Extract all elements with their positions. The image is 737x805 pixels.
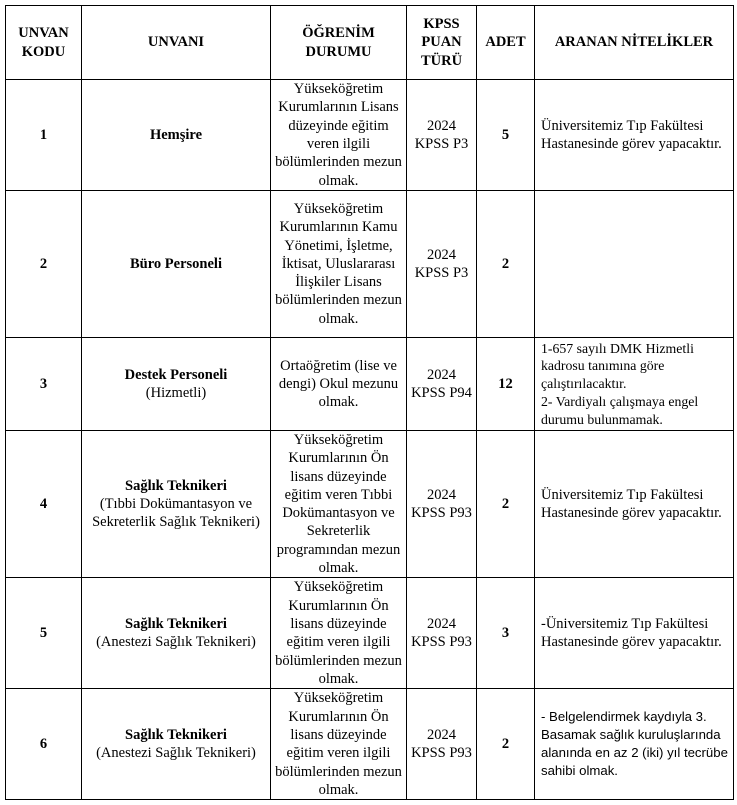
row-requirements: Üniversitemiz Tıp Fakültesi Hastanesinde görev yapacaktır. xyxy=(535,431,734,578)
title-main: Büro Personeli xyxy=(130,255,222,272)
row-count: 3 xyxy=(477,578,535,689)
row-requirements: - Belgelendirmek kaydıyla 3. Basamak sağlık kuruluşlarında alanında en az 2 (iki) yıl tecrübe sahibi olmak. xyxy=(535,689,734,800)
title-sub: (Anestezi Sağlık Teknikeri) xyxy=(96,745,256,762)
title-sub: (Anestezi Sağlık Teknikeri) xyxy=(96,634,256,651)
row-code: 6 xyxy=(6,689,82,800)
row-count: 2 xyxy=(477,191,535,338)
table-row xyxy=(6,689,734,800)
title-main: Sağlık Teknikeri xyxy=(125,616,227,633)
header-title: UNVANI xyxy=(82,6,271,80)
header-education: ÖĞRENİM DURUMU xyxy=(271,6,407,80)
requirement-item: 2- Vardiyalı çalışmaya engel durumu bulunmamak. xyxy=(541,393,699,427)
row-education: Yükseköğretim Kurumlarının Kamu Yönetimi, İşletme, İktisat, Uluslararası İlişkiler Lisans bölümlerinden mezun olmak. xyxy=(271,191,407,338)
row-code: 4 xyxy=(6,431,82,578)
row-score: 2024 KPSS P94 xyxy=(407,338,477,431)
row-title xyxy=(82,338,271,431)
row-code: 5 xyxy=(6,578,82,689)
row-count: 2 xyxy=(477,689,535,800)
row-requirements: -Üniversitemiz Tıp Fakültesi Hastanesinde görev yapacaktır. xyxy=(535,578,734,689)
row-title xyxy=(82,431,271,578)
title-main: Destek Personeli xyxy=(124,366,228,383)
table-row xyxy=(6,338,734,431)
row-education: Yükseköğretim Kurumlarının Ön lisans düzeyinde eğitim veren ilgili bölümlerinden mezun olmak. xyxy=(271,689,407,800)
row-title xyxy=(82,191,271,338)
row-score: 2024 KPSS P93 xyxy=(407,431,477,578)
header-code: UNVAN KODU xyxy=(6,6,82,80)
header-score: KPSS PUAN TÜRÜ xyxy=(407,6,477,80)
row-education: Yükseköğretim Kurumlarının Ön lisans düzeyinde eğitim veren ilgili bölümlerinden mezun olmak. xyxy=(271,578,407,689)
row-title xyxy=(82,689,271,800)
row-education: Yükseköğretim Kurumlarının Ön lisans düzeyinde eğitim veren Tıbbi Dokümantasyon ve Sekreterlik programından mezun olmak. xyxy=(271,431,407,578)
header-requirements: ARANAN NİTELİKLER xyxy=(535,6,734,80)
positions-table xyxy=(5,5,734,800)
row-count: 2 xyxy=(477,431,535,578)
row-score: 2024 KPSS P93 xyxy=(407,689,477,800)
row-score: 2024 KPSS P93 xyxy=(407,578,477,689)
row-title xyxy=(82,80,271,191)
row-education: Ortaöğretim (lise ve dengi) Okul mezunu olmak. xyxy=(271,338,407,431)
table-row xyxy=(6,431,734,578)
title-sub: (Hizmetli) xyxy=(145,385,207,401)
row-education: Yükseköğretim Kurumlarının Lisans düzeyinde eğitim veren ilgili bölümlerinden mezun olmak. xyxy=(271,80,407,191)
title-sub: (Tıbbi Dokümantasyon ve Sekreterlik Sağlık Teknikeri) xyxy=(92,496,260,531)
row-code: 3 xyxy=(6,338,82,431)
row-score: 2024 KPSS P3 xyxy=(407,80,477,191)
title-main: Sağlık Teknikeri xyxy=(125,727,227,744)
row-requirements: Üniversitemiz Tıp Fakültesi Hastanesinde görev yapacaktır. xyxy=(535,80,734,191)
table-row xyxy=(6,80,734,191)
row-count: 5 xyxy=(477,80,535,191)
header-count: ADET xyxy=(477,6,535,80)
row-count: 12 xyxy=(477,338,535,431)
title-main: Hemşire xyxy=(149,126,203,143)
requirement-item: 1-657 sayılı DMK Hizmetli kadrosu tanımına göre çalıştırılacaktır. xyxy=(541,340,694,392)
header-row xyxy=(6,6,734,80)
row-code: 2 xyxy=(6,191,82,338)
title-main: Sağlık Teknikeri xyxy=(125,477,227,494)
row-requirements xyxy=(535,191,734,338)
row-code: 1 xyxy=(6,80,82,191)
row-title xyxy=(82,578,271,689)
table-row xyxy=(6,578,734,689)
table-row xyxy=(6,191,734,338)
row-requirements xyxy=(535,338,734,431)
row-score: 2024 KPSS P3 xyxy=(407,191,477,338)
